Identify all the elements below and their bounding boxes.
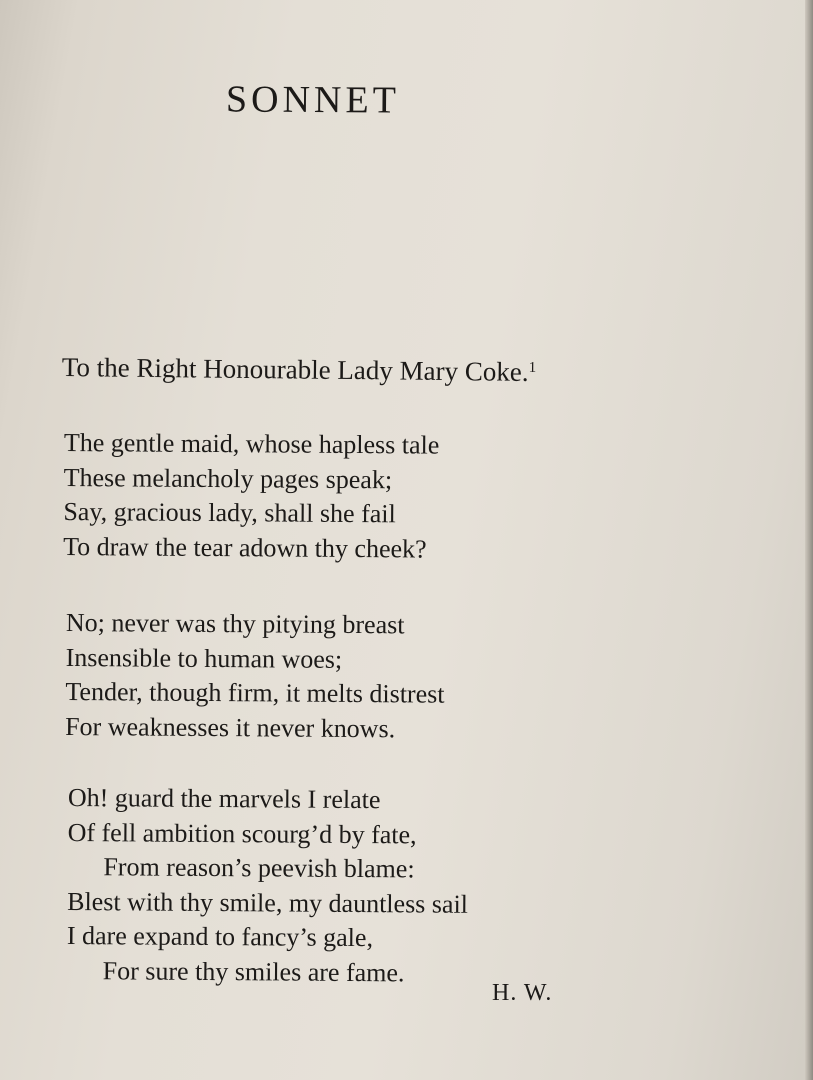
stanza-1 — [63, 426, 439, 567]
poem-line-indented: For sure thy smiles are fame. — [102, 955, 405, 987]
poem-line: Blest with thy smile, my dauntless sail — [67, 886, 469, 919]
stanza-2 — [65, 606, 445, 747]
poem-line: Say, gracious lady, shall she fail — [63, 496, 396, 529]
poem-line: The gentle maid, whose hapless tale — [63, 427, 440, 460]
poem-line: Insensible to human woes; — [65, 642, 343, 674]
page-edge-shadow — [805, 0, 813, 1080]
poem-line: Tender, though firm, it melts distrest — [65, 676, 445, 709]
poem-line-indented: From reason’s peevish blame: — [103, 852, 415, 884]
dedication-text: To the Right Honourable Lady Mary Coke. — [61, 352, 529, 387]
stanza-3 — [67, 781, 469, 991]
dedication — [62, 352, 537, 388]
poem-line: These melancholy pages speak; — [63, 462, 393, 494]
poem-line: Oh! guard the marvels I relate — [67, 782, 381, 815]
poem-line: Of fell ambition scourg’d by fate, — [67, 817, 417, 849]
author-signature: H. W. — [492, 980, 553, 1006]
footnote-marker: 1 — [528, 359, 537, 376]
poem-line: No; never was thy pitying breast — [65, 607, 405, 640]
poem-line: To draw the tear adown thy cheek? — [63, 531, 427, 564]
poem-line: I dare expand to fancy’s gale, — [66, 920, 374, 953]
poem-title: SONNET — [225, 78, 401, 122]
poem-line: For weaknesses it never knows. — [65, 711, 396, 743]
